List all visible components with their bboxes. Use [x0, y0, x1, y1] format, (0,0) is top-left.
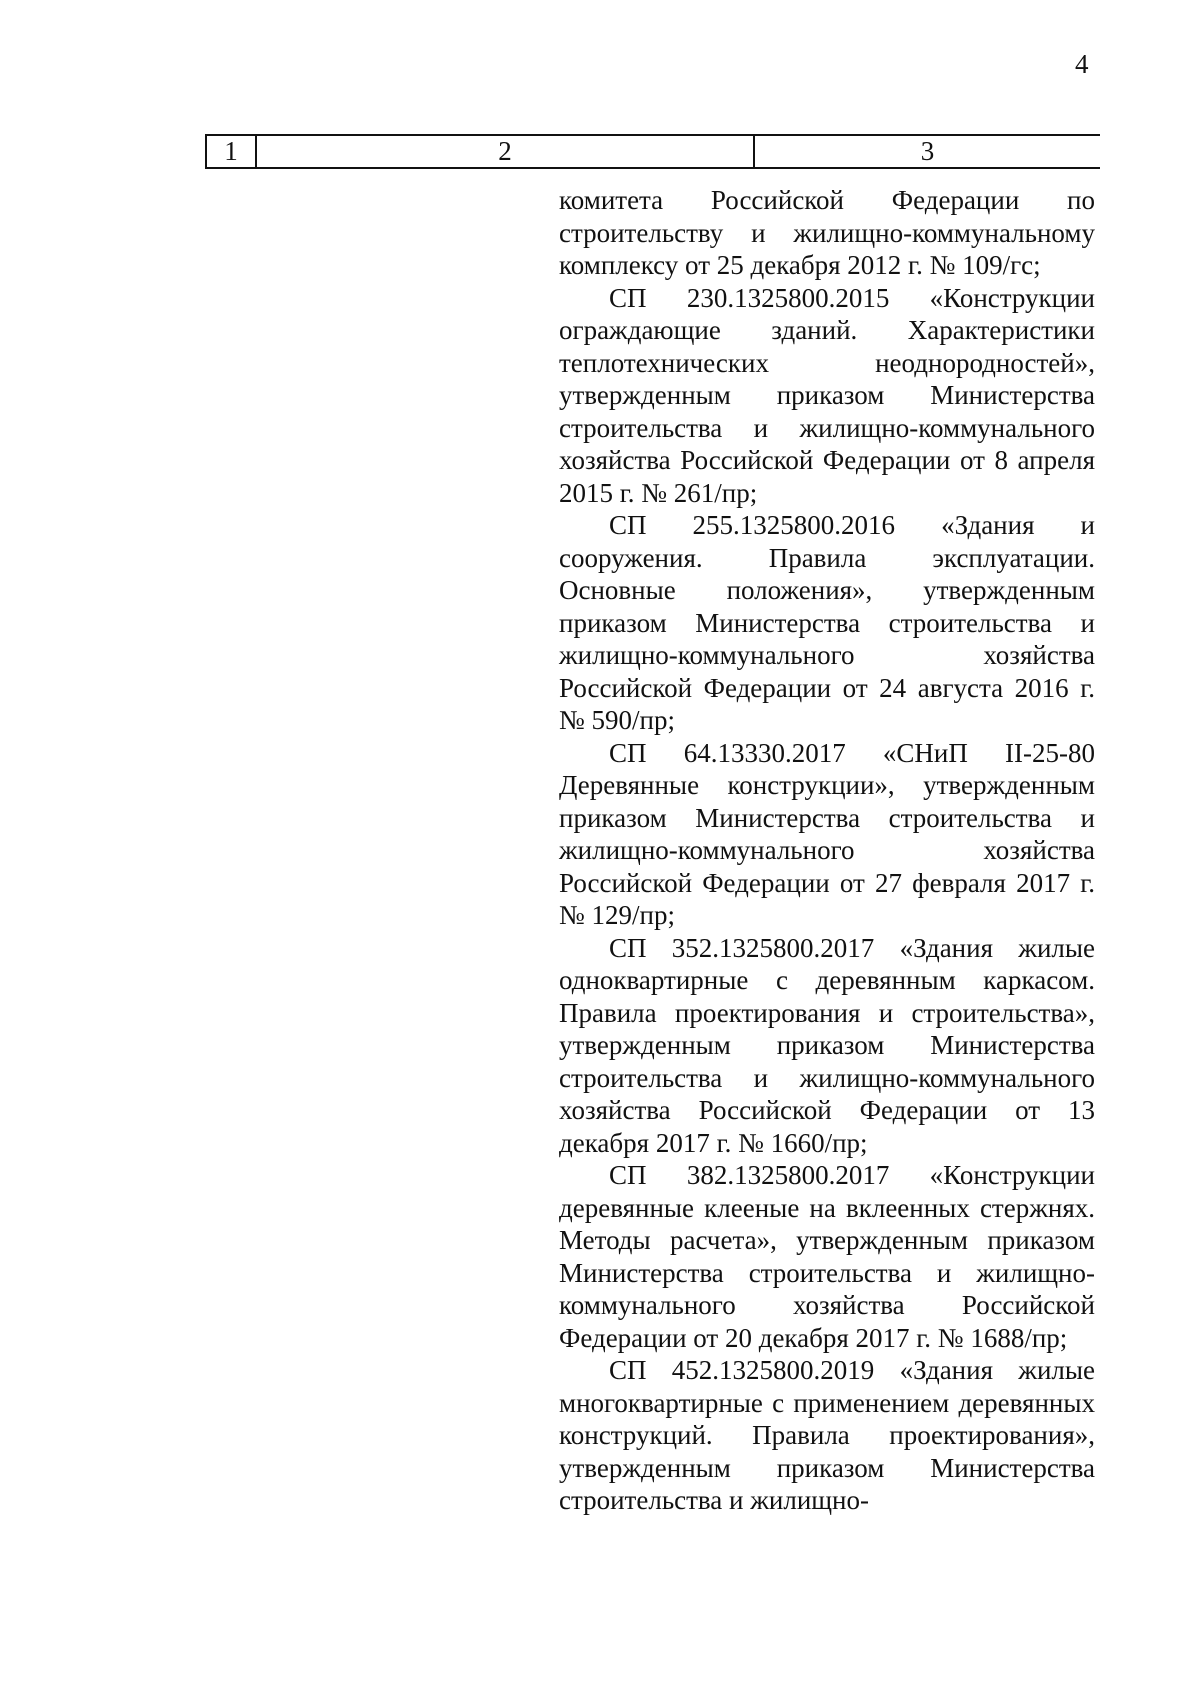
table-header-row — [205, 134, 1100, 169]
page-number: 4 — [1075, 49, 1089, 79]
paragraph-sp-255: СП 255.1325800.2016 «Здания и сооружения. Правила эксплуатации. Основные положения», утвержденным приказом Министерства строительства и жилищно-коммунального хозяйства Российской Федерации от 24 августа 2016 г. № 590/пр; — [559, 510, 1095, 735]
column-3-text — [559, 184, 1095, 1517]
paragraph-sp-452: СП 452.1325800.2019 «Здания жилые многоквартирные с применением деревянных конструкций. Правила проектирования», утвержденным приказом Министерства строительства и жилищно- — [559, 1355, 1095, 1515]
table-header-col-3: 3 — [920, 136, 935, 166]
paragraph-continuation: комитета Российской Федерации по строительству и жилищно-коммунальному комплексу от 25 декабря 2012 г. № 109/гс; — [559, 185, 1095, 280]
paragraph-sp-382: СП 382.1325800.2017 «Конструкции деревянные клееные на вклеенных стержнях. Методы расчета», утвержденным приказом Министерства строительства и жилищно-коммунального хозяйства Российской Федерации от 20 декабря 2017 г. № 1688/пр; — [559, 1160, 1095, 1353]
paragraph-sp-352: СП 352.1325800.2017 «Здания жилые одноквартирные с деревянным каркасом. Правила проектирования и строительства», утвержденным приказом Министерства строительства и жилищно-коммунального хозяйства Российской Федерации от 13 декабря 2017 г. № 1660/пр; — [559, 932, 1095, 1158]
table-header-col-2: 2 — [257, 136, 755, 167]
table-header-col-1: 1 — [207, 136, 257, 167]
paragraph-sp-230: СП 230.1325800.2015 «Конструкции ограждающие зданий. Характеристики теплотехнических неоднородностей», утвержденным приказом Министерства строительства и жилищно-коммунального хозяйства Российской Федерации от 8 апреля 2015 г. № 261/пр; — [559, 282, 1095, 508]
paragraph-sp-64: СП 64.13330.2017 «СНиП II-25-80 Деревянные конструкции», утвержденным приказом Министерства строительства и жилищно-коммунального хозяйства Российской Федерации от 27 февраля 2017 г. № 129/пр; — [559, 737, 1095, 930]
